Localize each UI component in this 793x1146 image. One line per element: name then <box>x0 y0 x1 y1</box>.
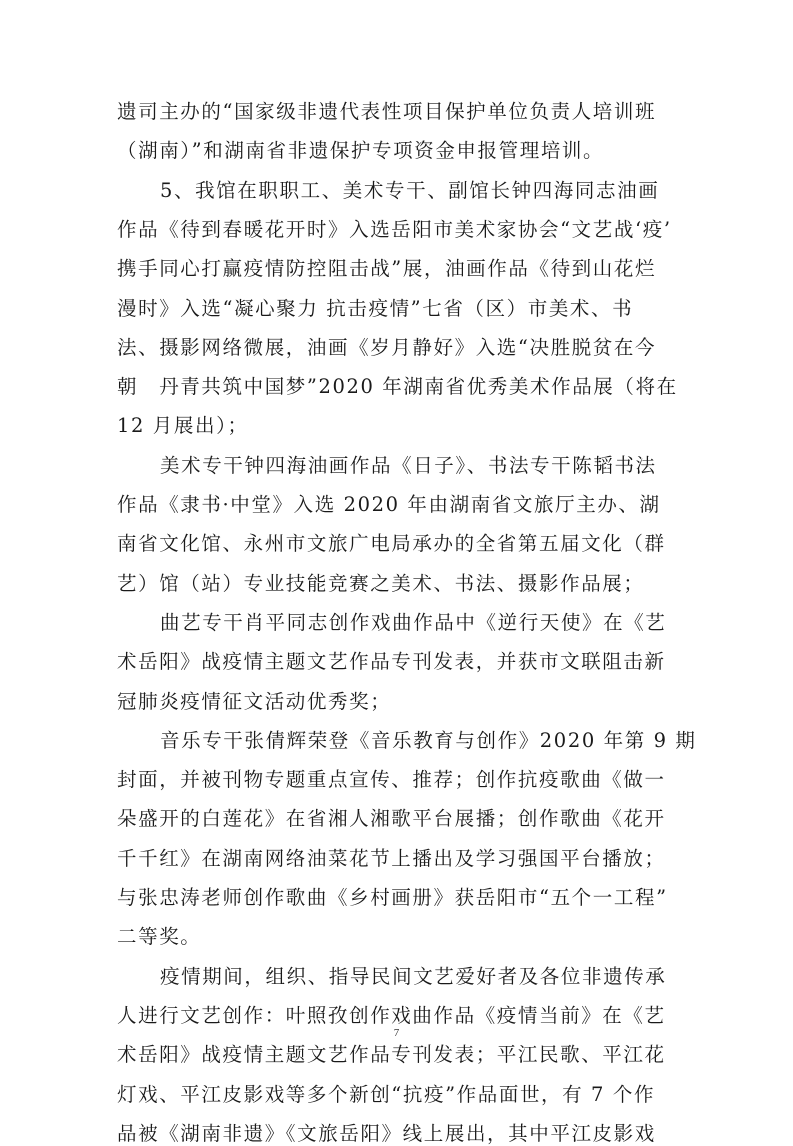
text-line: 与张忠涛老师创作歌曲《乡村画册》获岳阳市“五个一工程” <box>117 886 668 909</box>
text-line: 艺）馆（站）专业技能竞赛之美术、书法、摄影作品展； <box>117 572 645 595</box>
text-line: 冠肺炎疫情征文活动优秀奖； <box>117 690 392 713</box>
text-line: 遗司主办的“国家级非遗代表性项目保护单位负责人培训班 <box>117 100 657 123</box>
text-line: 术岳阳》战疫情主题文艺作品专刊发表，并获市文联阻击新 <box>117 650 666 673</box>
text-line: 术岳阳》战疫情主题文艺作品专刊发表；平江民歌、平江花 <box>117 1043 666 1066</box>
text-line: 音乐专干张倩辉荣登《音乐教育与创作》2020 年第 9 期 <box>160 729 697 752</box>
text-line: 法、摄影网络微展，油画《岁月静好》入选“决胜脱贫在今 <box>117 336 657 359</box>
text-line: 封面，并被刊物专题重点宣传、推荐；创作抗疫歌曲《做一 <box>117 768 666 791</box>
text-line: 5、我馆在职职工、美术专干、副馆长钟四海同志油画 <box>160 179 660 202</box>
text-line: 二等奖。 <box>117 925 202 948</box>
text-line: 品被《湖南非遗》《文旅岳阳》线上展出，其中平江皮影戏 <box>117 1122 656 1145</box>
text-line: 灯戏、平江皮影戏等多个新创“抗疫”作品面世，有 7 个作 <box>117 1083 656 1106</box>
text-line: 千千红》在湖南网络油菜花节上播出及学习强国平台播放； <box>117 847 666 870</box>
text-line: 美术专干钟四海油画作品《日子》、书法专干陈韬书法 <box>160 454 657 477</box>
text-line: 12 月展出）； <box>117 414 249 437</box>
text-line: 漫时》入选“凝心聚力 抗击疫情”七省（区）市美术、书 <box>117 297 634 320</box>
text-line: 疫情期间，组织、指导民间文艺爱好者及各位非遗传承 <box>160 965 667 988</box>
text-line: 携手同心打赢疫情防控阻击战”展，油画作品《待到山花烂 <box>117 257 657 280</box>
text-line: 人进行文艺创作：叶照孜创作戏曲作品《疫情当前》在《艺 <box>117 1004 666 1027</box>
text-line: 南省文化馆、永州市文旅广电局承办的全省第五届文化（群 <box>117 532 666 555</box>
text-line: 朝 丹青共筑中国梦”2020 年湖南省优秀美术作品展（将在 <box>117 375 678 398</box>
text-line: （湖南）”和湖南省非遗保护专项资金申报管理培训。 <box>117 139 605 162</box>
text-line: 朵盛开的白莲花》在省湘人湘歌平台展播；创作歌曲《花开 <box>117 807 666 830</box>
text-line: 作品《待到春暖花开时》入选岳阳市美术家协会“文艺战‘疫’ <box>117 218 672 241</box>
page-number: 7 <box>393 1027 400 1039</box>
text-line: 作品《隶书·中堂》入选 2020 年由湖南省文旅厅主办、湖 <box>117 493 661 516</box>
text-line: 曲艺专干肖平同志创作戏曲作品中《逆行天使》在《艺 <box>160 611 667 634</box>
